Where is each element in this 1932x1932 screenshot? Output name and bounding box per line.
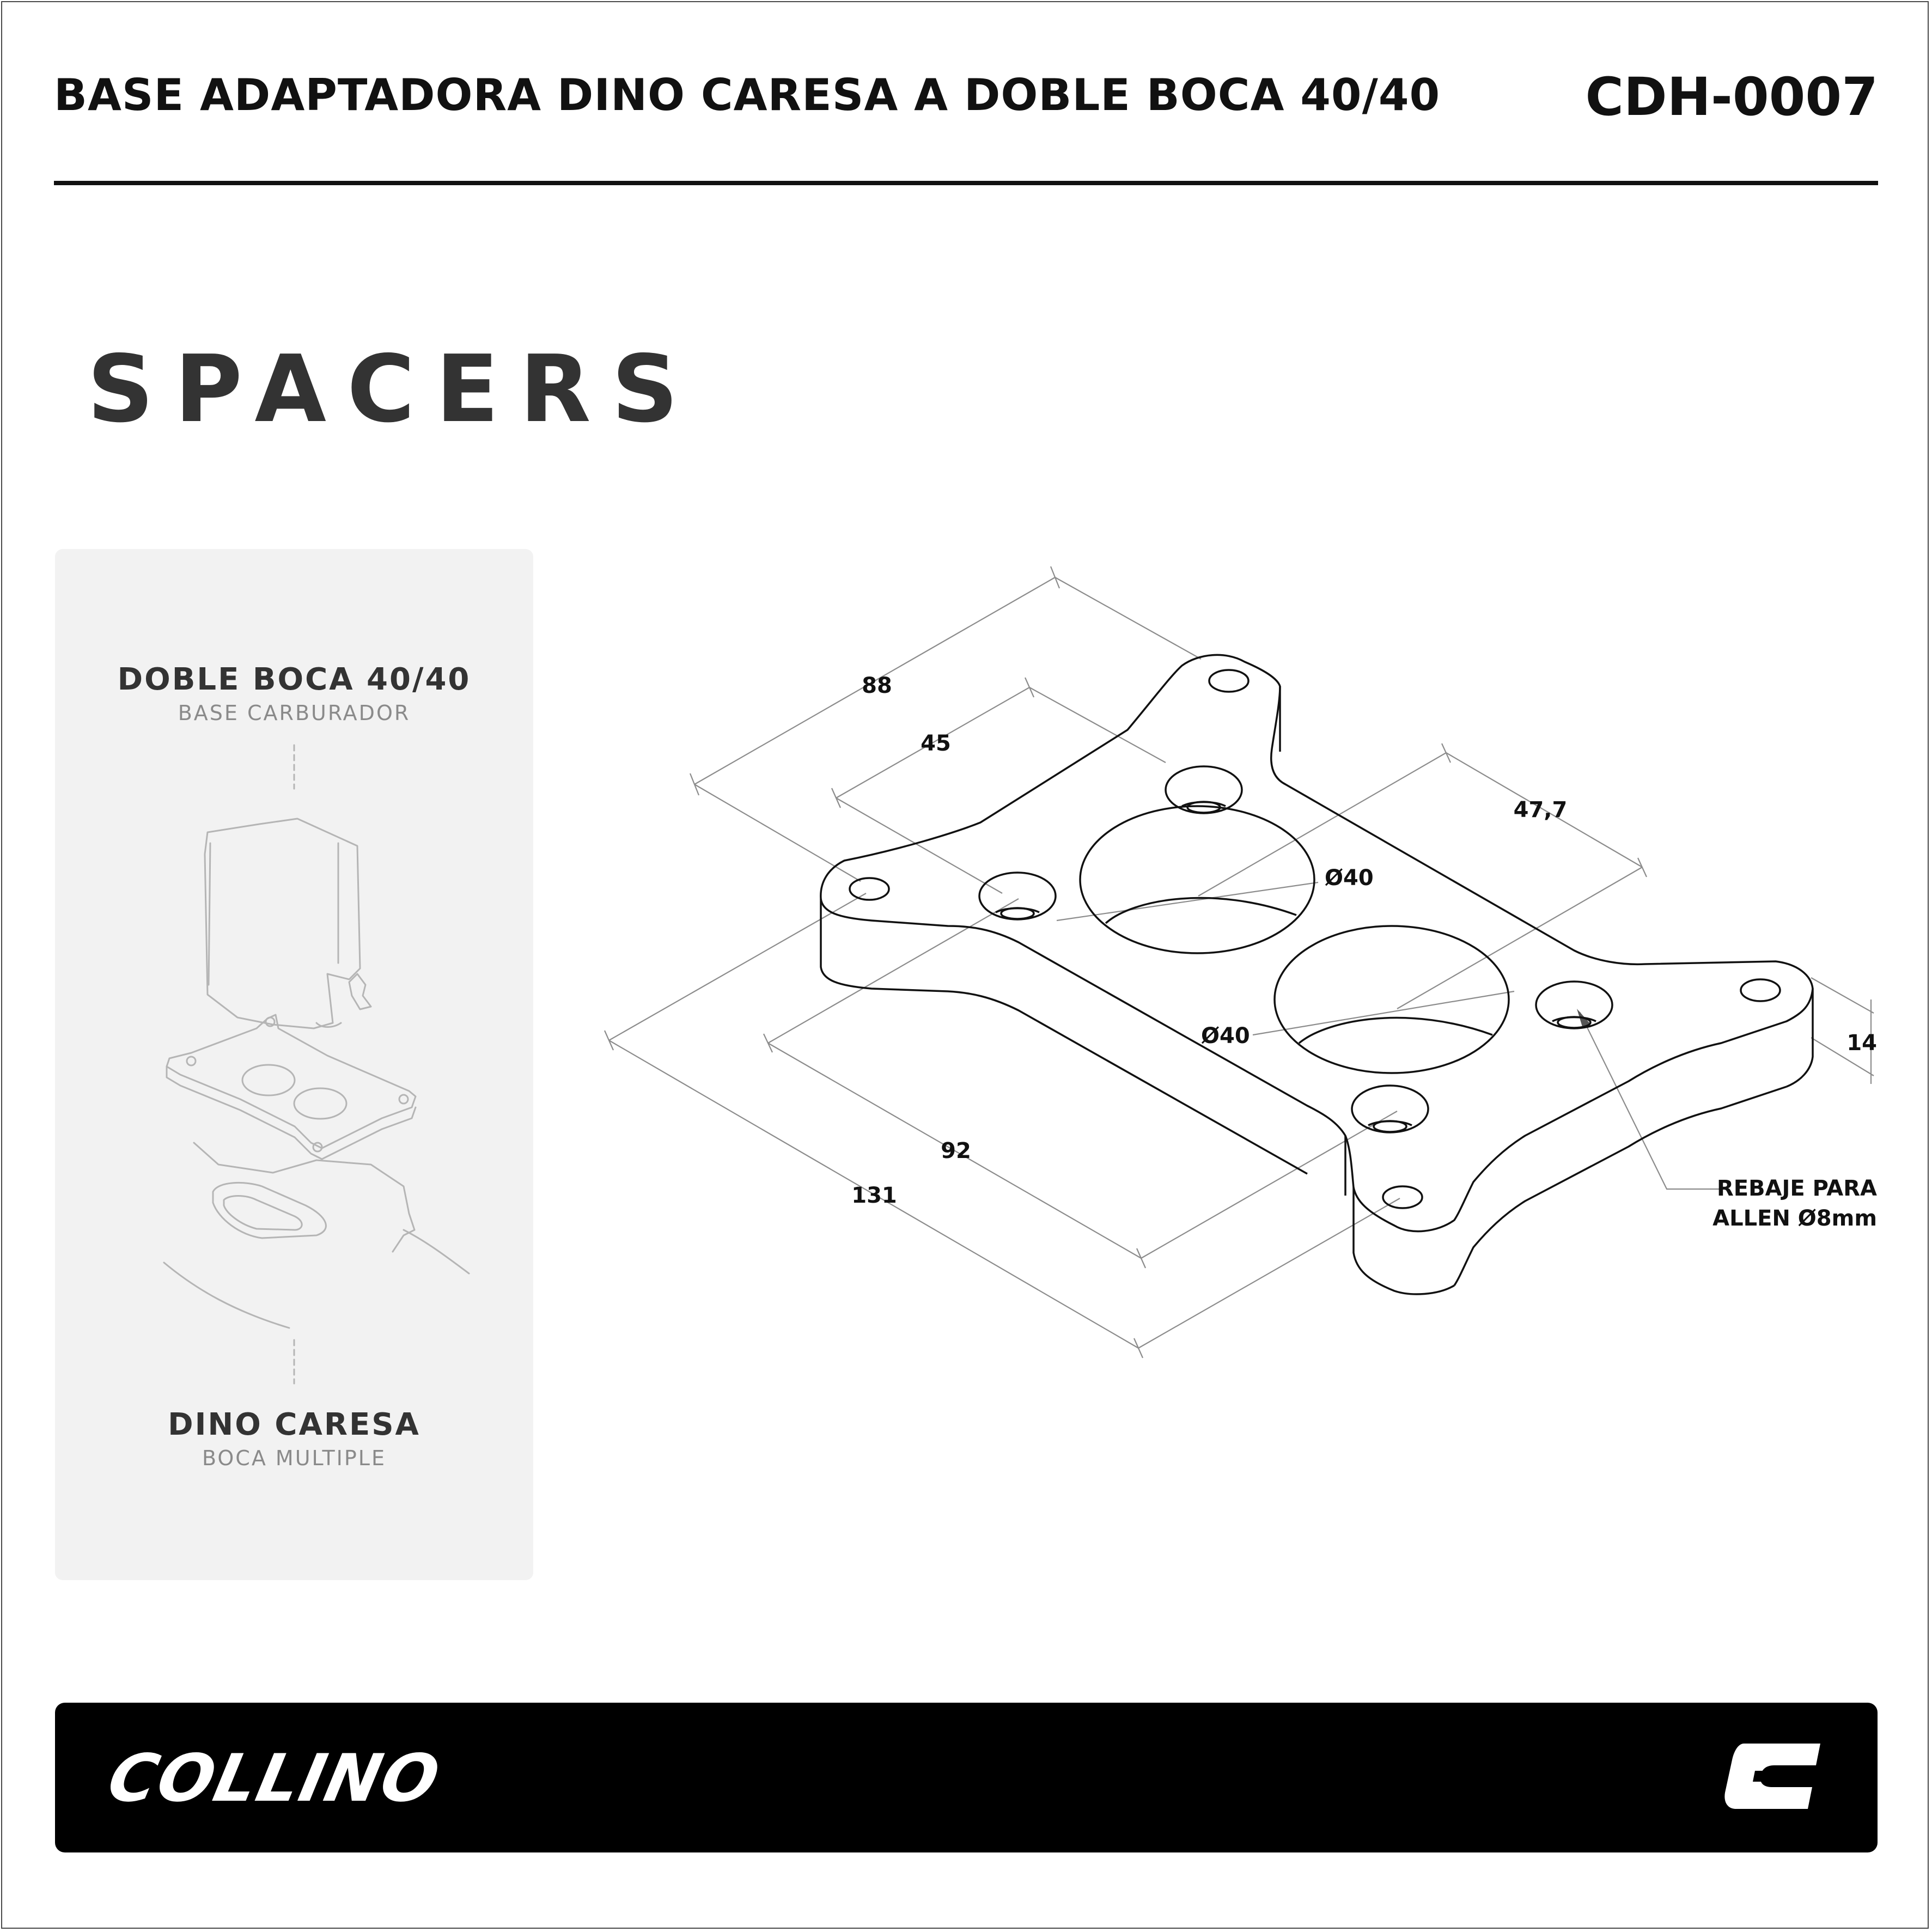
panel-top-subtitle: BASE CARBURADOR bbox=[178, 701, 411, 725]
dim-88-label: 88 bbox=[862, 673, 892, 698]
product-title: BASE ADAPTADORA DINO CARESA A DOBLE BOCA 40/40 bbox=[54, 70, 1441, 120]
panel-bottom-title: DINO CARESA bbox=[168, 1407, 420, 1442]
note-line-1: REBAJE PARA bbox=[1716, 1176, 1877, 1201]
dim-45-label: 45 bbox=[921, 731, 951, 756]
dim-bore-lower-label: Ø40 bbox=[1201, 1023, 1250, 1049]
dimension-lines bbox=[605, 566, 1874, 1358]
brand-footer bbox=[55, 1703, 1878, 1852]
brand-c-icon bbox=[1722, 1738, 1826, 1814]
category-heading: SPACERS bbox=[87, 336, 699, 443]
dim-47-7-label: 47,7 bbox=[1513, 797, 1568, 822]
dim-thickness-label: 14 bbox=[1846, 1031, 1877, 1056]
panel-bottom-subtitle: BOCA MULTIPLE bbox=[202, 1446, 386, 1470]
product-code: CDH-0007 bbox=[1585, 66, 1878, 127]
brand-logo: COLLINO bbox=[101, 1741, 447, 1817]
note-line-2: ALLEN Ø8mm bbox=[1712, 1206, 1877, 1231]
panel-top-title: DOBLE BOCA 40/40 bbox=[117, 662, 471, 697]
dim-92-label: 92 bbox=[941, 1138, 971, 1163]
dim-bore-upper-label: Ø40 bbox=[1325, 866, 1374, 891]
spacer-plate bbox=[821, 655, 1813, 1294]
dim-131-label: 131 bbox=[851, 1183, 897, 1208]
